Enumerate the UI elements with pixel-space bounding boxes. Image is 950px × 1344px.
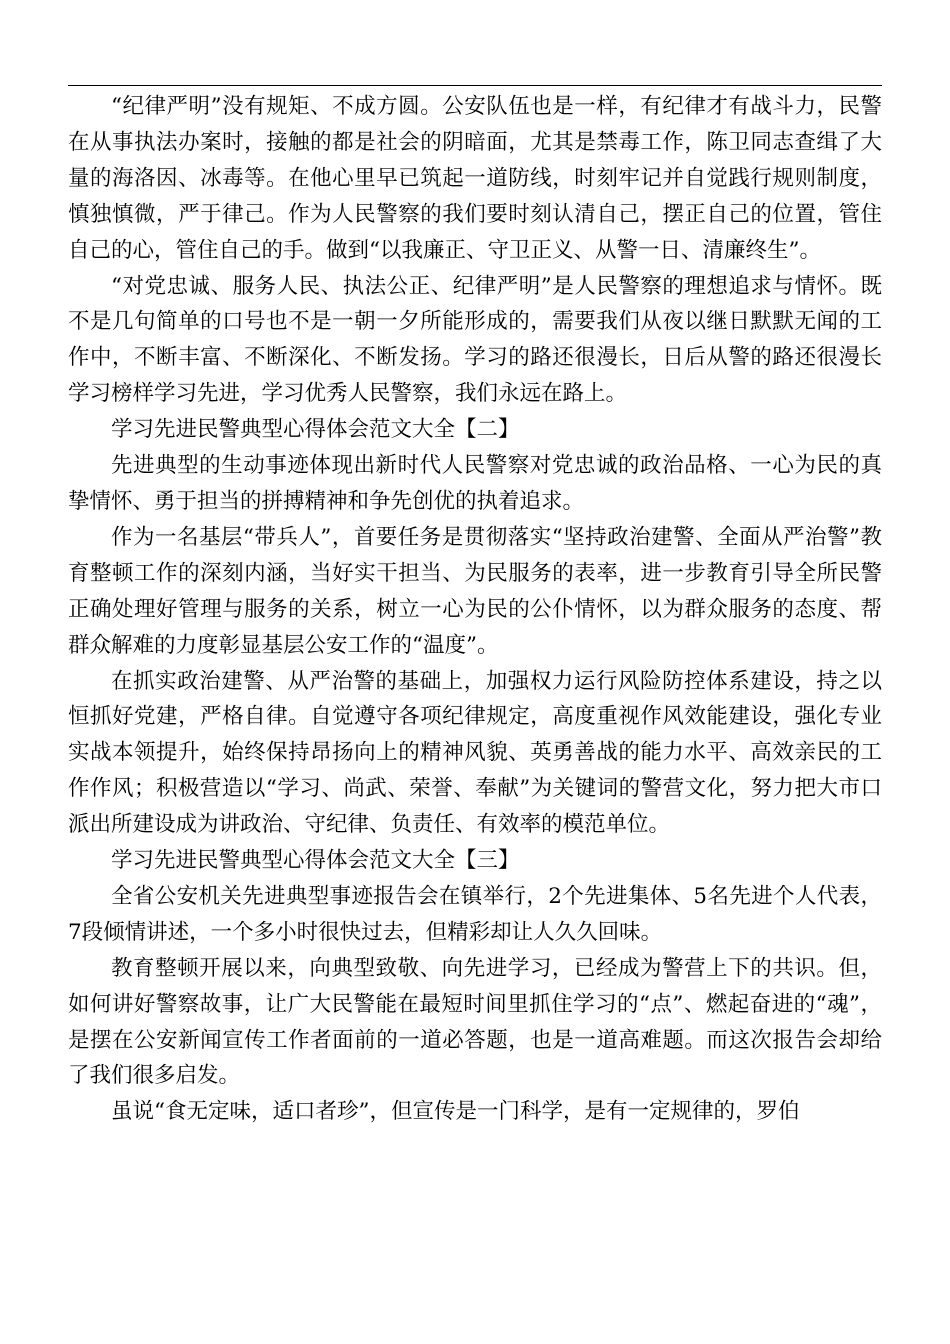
section-heading: 学习先进民警典型心得体会范文大全【二】 (111, 417, 520, 443)
paragraph: “纪律严明”没有规矩、不成方圆。公安队伍也是一样，有纪律才有战斗力，民警在从事执法办案时，接触的都是社会的阴暗面，尤其是禁毒工作，陈卫同志查缉了大量的海洛因、冰毒等。在他心里早已筑起一道防线，时刻牢记并自觉践行规则制度，慎独慎微，严于律己。作为人民警察的我们要时刻认清自己，摆正自己的位置，管住自己的心，管住自己的手。做到“以我廉正、守卫正义、从警一日、清廉终生”。 (68, 94, 882, 263)
paragraph: 教育整顿开展以来，向典型致敬、向先进学习，已经成为警营上下的共识。但，如何讲好警察故事，让广大民警能在最短时间里抓住学习的“点”、燃起奋进的“魂”，是摆在公安新闻宣传工作者面前的一道必答题，也是一道高难题。而这次报告会却给了我们很多启发。 (68, 955, 882, 1089)
paragraph: 在抓实政治建警、从严治警的基础上，加强权力运行风险防控体系建设，持之以恒抓好党建，严格自律。自觉遵守各项纪律规定，高度重视作风效能建设，强化专业实战本领提升，始终保持昂扬向上的精神风貌、英勇善战的能力水平、高效亲民的工作作风；积极营造以“学习、尚武、荣誉、奉献”为关键词的警营文化，努力把大市口派出所建设成为讲政治、守纪律、负责任、有效率的模范单位。 (68, 668, 882, 838)
document-page (68, 0, 882, 1344)
paragraph: 全省公安机关先进典型事迹报告会在镇举行，2个先进集体、5名先进个人代表，7段倾情讲述，一个多小时很快过去，但精彩却让人久久回味。 (68, 883, 882, 945)
header-rule (68, 85, 882, 86)
paragraph: 先进典型的生动事迹体现出新时代人民警察对党忠诚的政治品格、一心为民的真挚情怀、勇于担当的拼搏精神和争先创优的执着追求。 (68, 453, 882, 514)
paragraph: 虽说“食无定味，适口者珍”，但宣传是一门科学，是有一定规律的，罗伯 (111, 1099, 800, 1125)
document-body (68, 89, 882, 1130)
section-heading: 学习先进民警典型心得体会范文大全【三】 (111, 848, 520, 874)
paragraph: “对党忠诚、服务人民、执法公正、纪律严明”是人民警察的理想追求与情怀。既不是几句简单的口号也不是一朝一夕所能形成的，需要我们从夜以继日默默无闻的工作中，不断丰富、不断深化、不断发扬。学习的路还很漫长，日后从警的路还很漫长学习榜样学习先进，学习优秀人民警察，我们永远在路上。 (68, 273, 882, 407)
paragraph: 作为一名基层“带兵人”，首要任务是贯彻落实“坚持政治建警、全面从严治警”教育整顿工作的深刻内涵，当好实干担当、为民服务的表率，进一步教育引导全所民警正确处理好管理与服务的关系，树立一心为民的公仆情怀，以为群众服务的态度、帮群众解难的力度彰显基层公安工作的“温度”。 (68, 524, 882, 658)
